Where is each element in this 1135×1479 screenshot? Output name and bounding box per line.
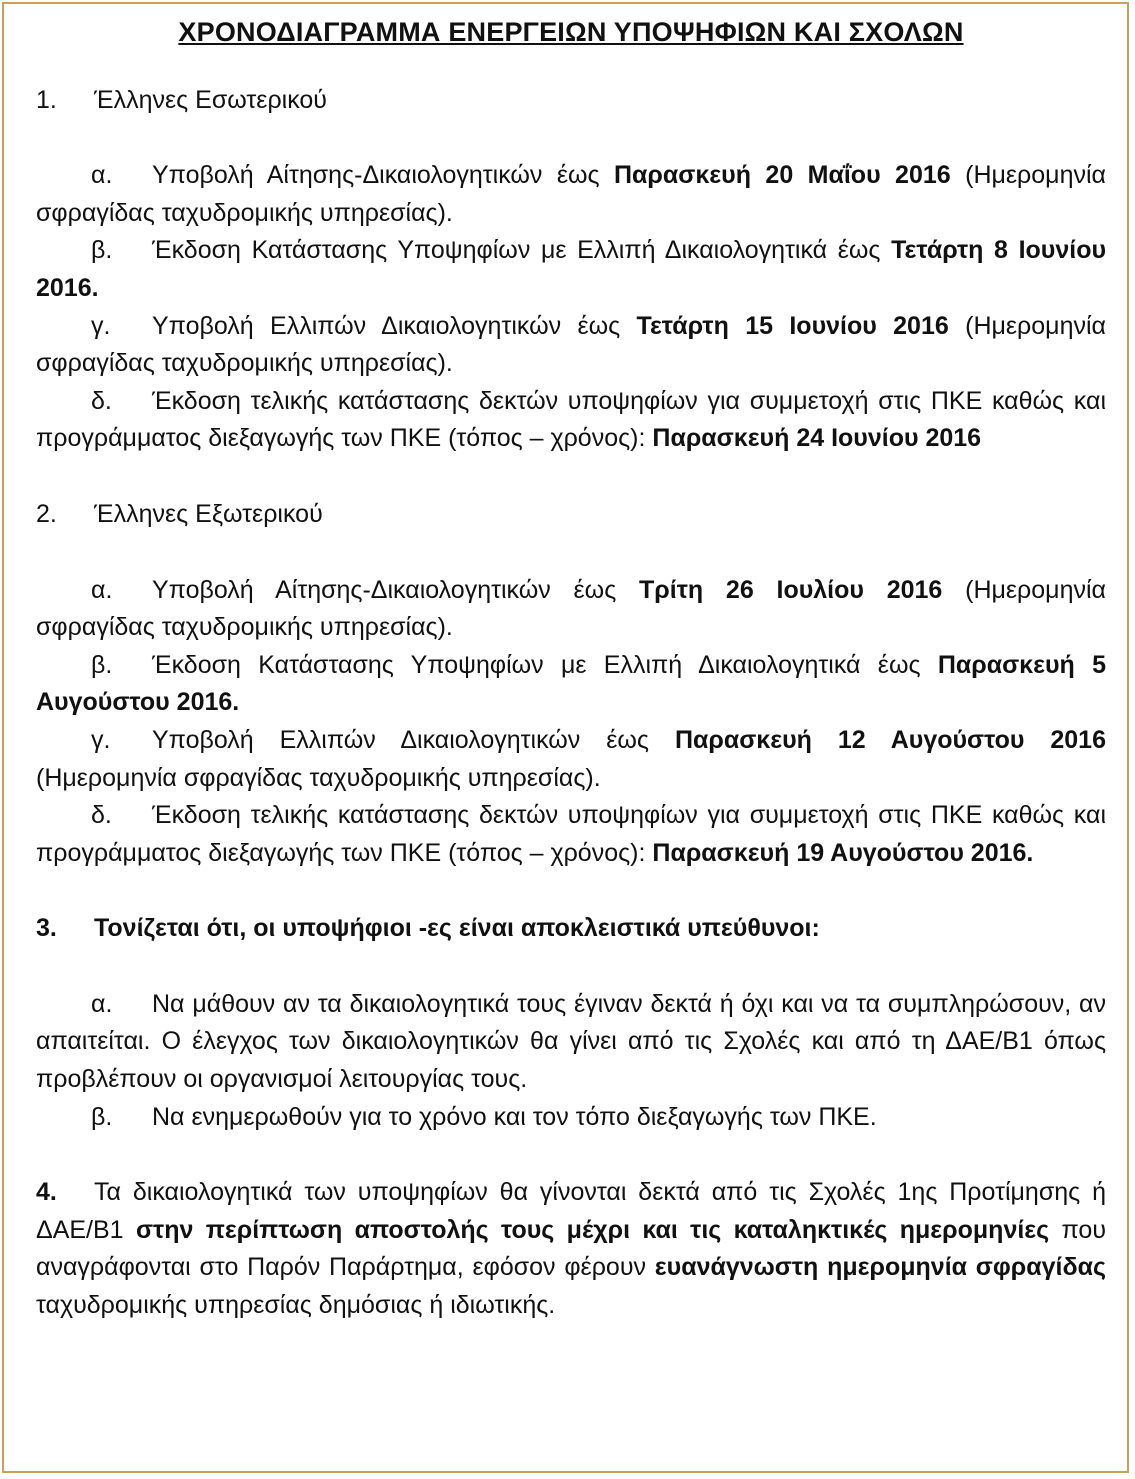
section-number: 3. [36, 914, 57, 943]
document-body [36, 14, 1106, 1325]
list-item: β. Έκδοση Κατάστασης Υποψηφίων με Ελλιπή Δικαιολογητικά έως Τετάρτη 8 Ιουνίου 2016. [36, 236, 1107, 302]
section-4-paragraph: 4. Τα δικαιολογητικά των υποψηφίων θα γίνονται δεκτά από τις Σχολές 1ης Προτίμησης ή ΔΑΕ/Β1 στην περίπτωση αποστολής τους μέχρι και τις καταληκτικές ημερομηνίες που αναγράφονται στο Παρόν Παράρτημα, εφόσον φέρουν ευανάγνωστη ημερομηνία σφραγίδας ταχυδρομικής υπηρεσίας δημόσιας ή ιδιωτικής. [36, 1174, 1106, 1324]
section-1-heading [36, 82, 1106, 120]
list-item: γ. Υποβολή Ελλιπών Δικαιολογητικών έως Παρασκευή 12 Αυγούστου 2016 (Ημερομηνία σφραγίδας ταχυδρομικής υπηρεσίας). [36, 725, 1106, 792]
list-item: α. Υποβολή Αίτησης-Δικαιολογητικών έως Τρίτη 26 Ιουλίου 2016 (Ημερομηνία σφραγίδας ταχυδρομικής υπηρεσίας). [36, 575, 1106, 642]
list-item: δ. Έκδοση τελικής κατάστασης δεκτών υποψηφίων για συμμετοχή στις ΠΚΕ καθώς και προγράμματος διεξαγωγής των ΠΚΕ (τόπος – χρόνος): Παρασκευή 19 Αυγούστου 2016. [36, 801, 1106, 867]
section-3-heading [36, 910, 1106, 948]
section-2-items [36, 572, 1106, 873]
section-title: Έλληνες Εσωτερικού [94, 85, 327, 114]
section-3-items [36, 986, 1106, 1136]
list-item: δ. Έκδοση τελικής κατάστασης δεκτών υποψηφίων για συμμετοχή στις ΠΚΕ καθώς και προγράμματος διεξαγωγής των ΠΚΕ (τόπος – χρόνος): Παρασκευή 24 Ιουνίου 2016 [36, 386, 1106, 453]
page-title: ΧΡΟΝΟΔΙΑΓΡΑΜΜΑ ΕΝΕΡΓΕΙΩΝ ΥΠΟΨΗΦΙΩΝ ΚΑΙ ΣΧΟΛΩΝ [178, 17, 964, 47]
list-item: α. Να μάθουν αν τα δικαιολογητικά τους έγιναν δεκτά ή όχι και να τα συμπληρώσουν, αν απαιτείται. Ο έλεγχος των δικαιολογητικών θα γίνει από τις Σχολές και από τη ΔΑΕ/Β1 όπως προβλέπουν οι οργανισμοί λειτουργίας τους. [36, 989, 1106, 1094]
section-number: 1. [36, 85, 57, 114]
list-item: β. Να ενημερωθούν για το χρόνο και τον τόπο διεξαγωγής των ΠΚΕ. [91, 1102, 877, 1131]
section-2-heading [36, 496, 1106, 534]
section-number: 2. [36, 499, 57, 528]
section-title: Τονίζεται ότι, οι υποψήφιοι -ες είναι αποκλειστικά υπεύθυνοι: [94, 914, 820, 943]
list-item: α. Υποβολή Αίτησης-Δικαιολογητικών έως Παρασκευή 20 Μαΐου 2016 (Ημερομηνία σφραγίδας ταχυδρομικής υπηρεσίας). [36, 161, 1106, 227]
section-title: Έλληνες Εξωτερικού [94, 499, 323, 528]
list-item: γ. Υποβολή Ελλιπών Δικαιολογητικών έως Τετάρτη 15 Ιουνίου 2016 (Ημερομηνία σφραγίδας ταχυδρομικής υπηρεσίας). [36, 311, 1106, 378]
list-item: β. Έκδοση Κατάστασης Υποψηφίων με Ελλιπή Δικαιολογητικά έως Παρασκευή 5 Αυγούστου 2016. [36, 650, 1107, 717]
section-1-items [36, 157, 1106, 458]
section-number: 4. [36, 1178, 57, 1207]
